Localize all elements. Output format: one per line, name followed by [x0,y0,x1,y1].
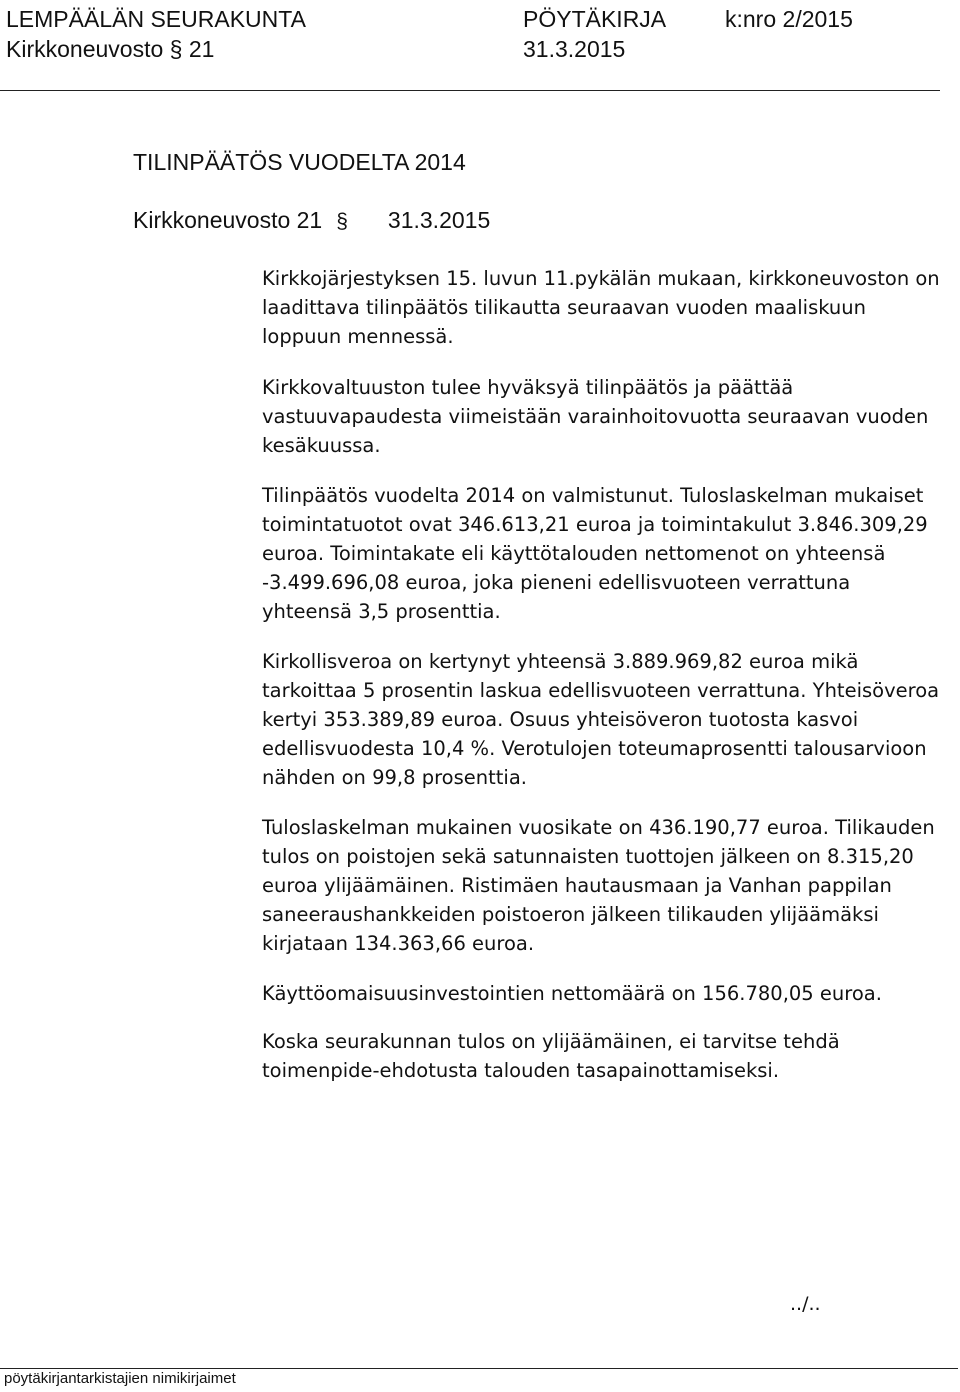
page-title: TILINPÄÄTÖS VUODELTA 2014 [133,149,466,175]
meeting-date: 31.3.2015 [387,207,491,233]
paragraph-4: Kirkollisveroa on kertynyt yhteensä 3.889.969,82 euroa mikä tarkoittaa 5 prosentin laskua edellisvuoteen verrattuna. Yhteisöveroa kertyi 353.389,89 euroa. Osuus yhteisöveron tuotosta kasvoi edellisvuodesta 10,4 %. Verotulojen toteumaprosentti talousarvioon nähden on 99,8 prosenttia. [262,650,940,789]
organization-name: LEMPÄÄLÄN SEURAKUNTA [6,6,306,32]
header-date: 31.3.2015 [523,36,626,62]
paragraph-6: Käyttöomaisuusinvestointien nettomäärä on 156.780,05 euroa. [262,982,882,1005]
paragraph-2: Kirkkovaltuuston tulee hyväksyä tilinpäätös ja päättää vastuuvapaudesta viimeistään varainhoitovuotta seuraavan vuoden kesäkuussa. [262,376,929,457]
paragraph-5: Tuloslaskelman mukainen vuosikate on 436.190,77 euroa. Tilikauden tulos on poistojen sekä satunnaisten tuottojen jälkeen on 8.315,20 euroa ylijäämäinen. Ristimäen hautausmaan ja Vanhan pappilan saneeraushankkeiden poistoeron jälkeen tilikauden ylijäämäksi kirjataan 134.363,66 euroa. [262,816,935,955]
paragraph-1: Kirkkojärjestyksen 15. luvun 11.pykälän mukaan, kirkkoneuvoston on laadittava tilinpäätös tilikautta seuraavan vuoden maaliskuun loppuun mennessä. [262,267,940,348]
document-number: k:nro 2/2015 [725,6,853,32]
header-divider [0,90,940,91]
signature-label: pöytäkirjantarkistajien nimikirjaimet [4,1370,236,1387]
footer-divider [0,1368,958,1369]
section-mark: § [336,210,348,233]
paragraph-7: Koska seurakunnan tulos on ylijäämäinen, ei tarvitse tehdä toimenpide-ehdotusta talouden tasapainottamiseksi. [262,1030,840,1082]
paragraph-3: Tilinpäätös vuodelta 2014 on valmistunut. Tuloslaskelman mukaiset toimintatuotot ovat 346.613,21 euroa ja toimintakulut 3.846.309,29 euroa. Toimintakate eli käyttötalouden nettomenot on yhteensä -3.499.696,08 euroa, joka pieneni edellisvuoteen verrattuna yhteensä 3,5 prosenttia. [262,484,928,623]
document-type: PÖYTÄKIRJA [523,6,667,32]
meeting-line [133,206,490,236]
header-section: Kirkkoneuvosto § 21 [6,36,215,62]
meeting-name: Kirkkoneuvosto 21 [133,207,323,233]
continuation-mark: ../.. [790,1293,821,1315]
